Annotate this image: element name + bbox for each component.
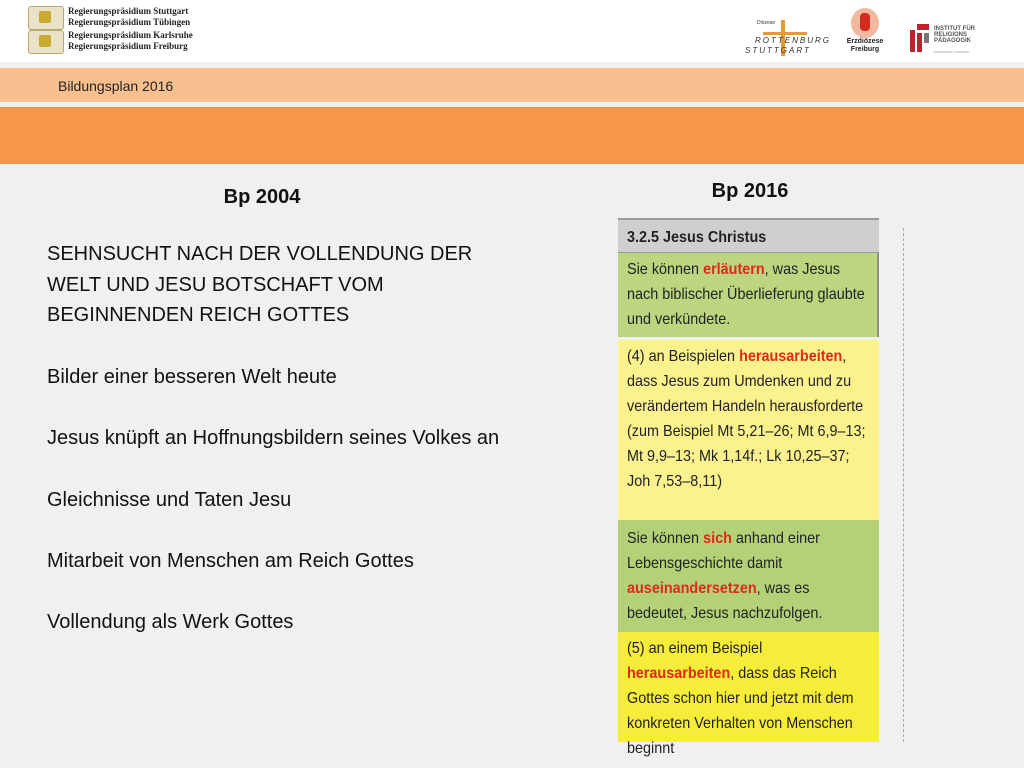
bp2004-topics <box>47 239 517 638</box>
topic-item: Jesus knüpft an Hoffnungsbildern seines Volkes an <box>47 427 500 450</box>
accent-band <box>0 107 1024 164</box>
operator-verb: erläutern <box>703 261 765 278</box>
regierungspraesidien-logos <box>28 6 193 54</box>
topic-item: Vollendung als Werk Gottes <box>47 611 294 634</box>
freiburg-emblem-icon <box>851 8 879 38</box>
content-box: (5) an einem Beispiel herausarbeiten, dass das Reich Gottes schon hier und jetzt mit dem konkreten Verhalten von Menschen beginnt <box>618 632 879 742</box>
baden-wuerttemberg-crest-icon <box>28 30 64 54</box>
rp-name: Regierungspräsidium Tübingen <box>68 17 191 27</box>
bildungsplan-label: Bildungsplan 2016 <box>58 78 174 94</box>
operator-verb: auseinandersetzen <box>627 580 757 597</box>
operator-verb: herausarbeiten <box>627 665 731 682</box>
baden-wuerttemberg-crest-icon <box>28 6 64 30</box>
institut-religionspaedagogik-logo: INSTITUT FÜR RELIGIONS PÄDAGOGIK ERZDIÖZESE FREIBURG <box>910 22 990 56</box>
operator-verb: sich <box>703 530 732 547</box>
title-band <box>0 68 1024 102</box>
topic-item: Mitarbeit von Menschen am Reich Gottes <box>47 549 414 572</box>
header-bar <box>0 0 1024 62</box>
dotted-divider <box>903 228 904 742</box>
bp2004-column <box>47 186 517 669</box>
competence-box: Sie können erläutern, was Jesus nach biblischer Überlieferung glaubte und verkündete. <box>618 253 879 337</box>
bp2016-heading: Bp 2016 <box>711 180 789 202</box>
content-box: (4) an Beispielen herausarbeiten, dass Jesus zum Umdenken und zu verändertem Handeln herausforderte (zum Beispiel Mt 5,21–26; Mt 6,9–13; Mt 9,9–13; Mk 1,14f.; Lk 10,25–37; Joh 7,53–8,11) <box>618 340 879 520</box>
rp-name: Regierungspräsidium Freiburg <box>68 41 188 51</box>
irp-mark-icon <box>910 24 930 54</box>
topic-item: Bilder einer besseren Welt heute <box>47 365 337 388</box>
bp2004-heading: Bp 2004 <box>223 186 301 208</box>
bp2016-excerpt <box>618 218 908 757</box>
erzdioezese-freiburg-logo: Erzdiözese Freiburg <box>835 8 895 56</box>
operator-verb: herausarbeiten <box>739 348 843 365</box>
rp-name: Regierungspräsidium Stuttgart <box>68 6 189 16</box>
section-title: 3.2.5 Jesus Christus <box>618 218 879 253</box>
competence-box: Sie können sich anhand einer Lebensgeschichte damit auseinandersetzen, was es bedeutet, Jesus nachzufolgen. <box>618 520 879 632</box>
rp-name: Regierungspräsidium Karlsruhe <box>68 30 193 40</box>
topic-item: SEHNSUCHT NACH DER VOLLENDUNG DER WELT UND JESU BOTSCHAFT VOM BEGINNENDEN REICH GOTTES <box>47 243 473 327</box>
topic-item: Gleichnisse und Taten Jesu <box>47 488 292 511</box>
dioezese-rottenburg-stuttgart-logo: Diözese ROTTENBURG STUTTGART <box>745 20 831 55</box>
